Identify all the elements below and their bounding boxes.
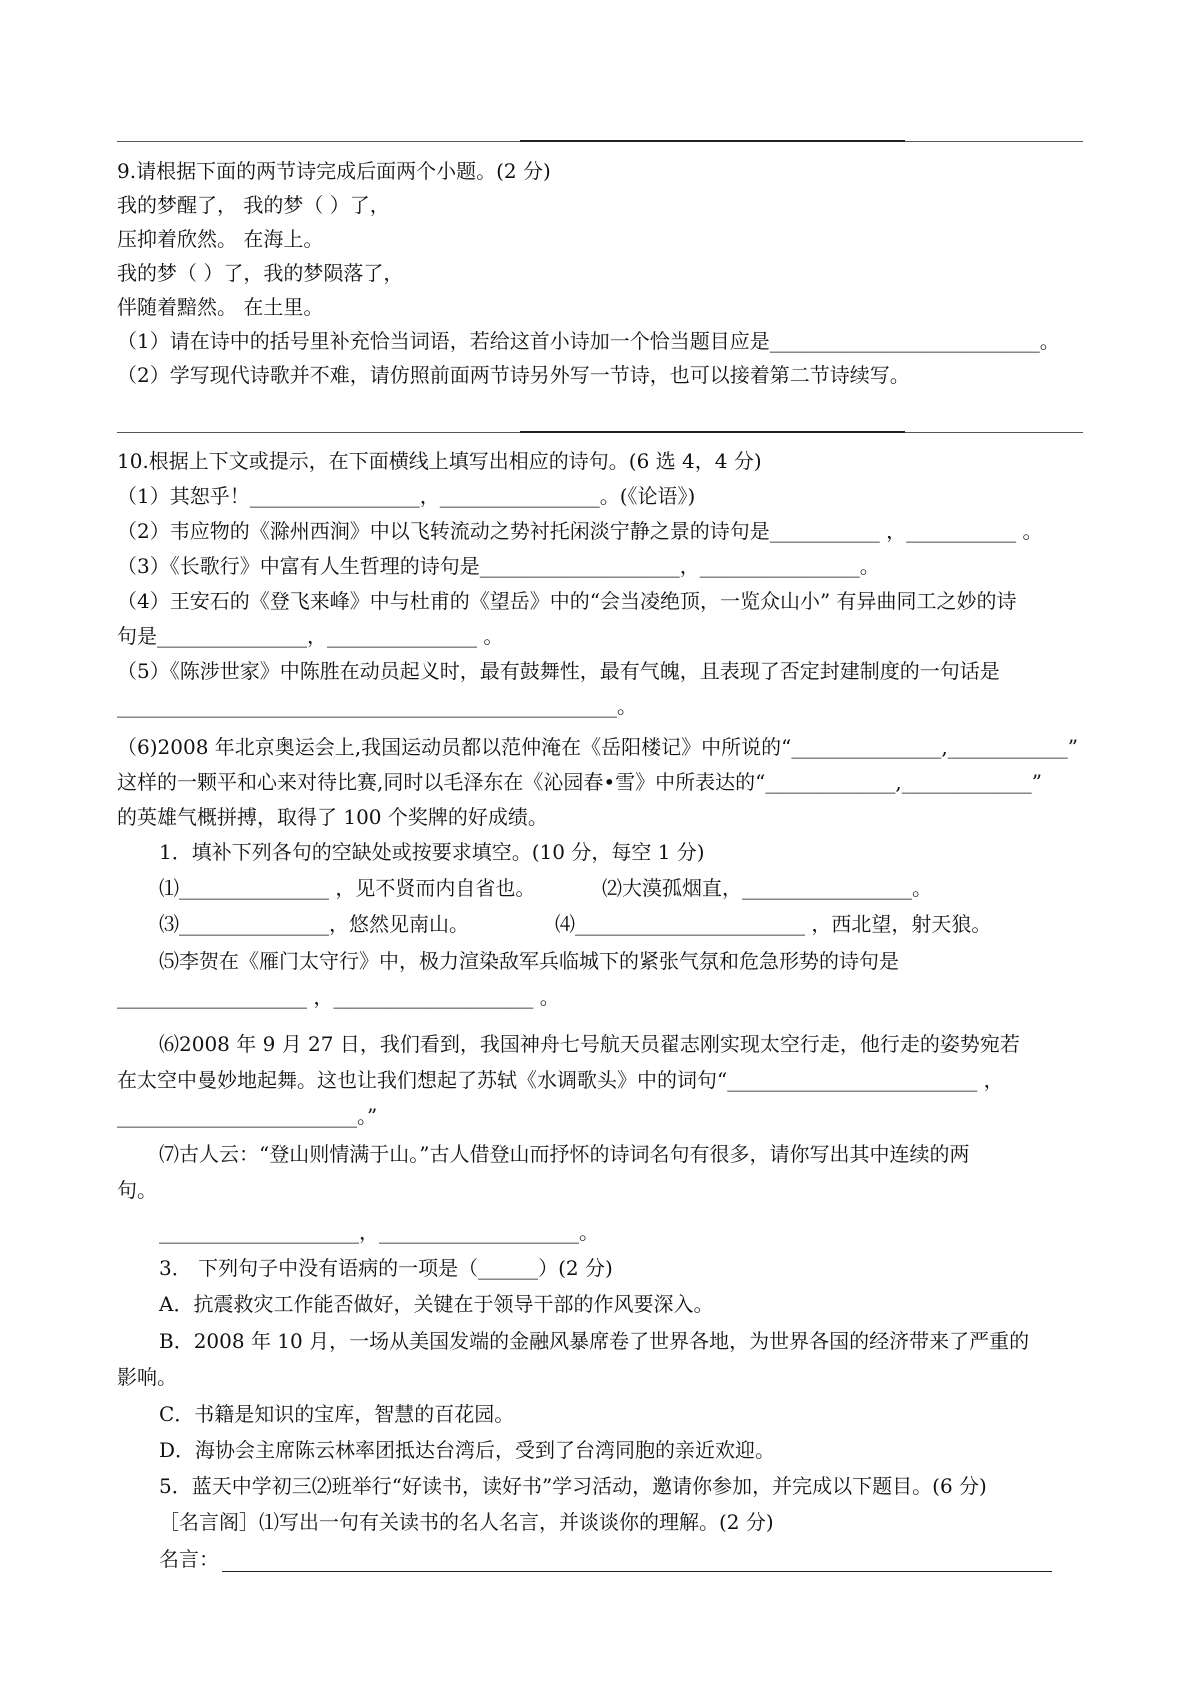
q1-item-7b: 句。 — [117, 1178, 157, 1202]
q9-poem-line-3: 我的梦（ ）了，我的梦陨落了， — [117, 261, 404, 285]
q1-item-7a: ⑺古人云：“登山则情满于山。”古人借登山而抒怀的诗词名句有很多，请你写出其中连续的两 — [159, 1142, 970, 1166]
q9-poem-line-2: 压抑着欣然。 在海上。 — [117, 227, 324, 251]
q10-item-4a: （4）王安石的《登飞来峰》中与杜甫的《望岳》中的“会当凌绝顶，一览众山小” 有异曲同工之妙的诗 — [117, 589, 1017, 613]
q1-item-3: ⑶_______________，悠然见南山。 — [159, 912, 469, 936]
q9-sub-1: （1）请在诗中的括号里补充恰当词语，若给这首小诗加一个恰当题目应是___________________________。 — [117, 329, 1060, 353]
q1-item-6a: ⑹2008 年 9 月 27 日，我们看到，我国神舟七号航天员翟志刚实现太空行走，他行走的姿势宛若 — [159, 1032, 1020, 1056]
q10-item-4b: 句是_______________，_______________ 。 — [117, 624, 504, 648]
q3-option-b-1: B．2008 年 10 月，一场从美国发端的金融风暴席卷了世界各地，为世界各国的经济带来了严重的 — [159, 1329, 1030, 1353]
q3-title: 3． 下列句子中没有语病的一项是（______）(2 分) — [159, 1256, 613, 1280]
q10-item-1: （1）其恕乎！_________________，________________。(《论语》) — [117, 484, 696, 508]
q10-item-6a: （6)2008 年北京奥运会上,我国运动员都以范仲淹在《岳阳楼记》中所说的“_______________,____________” — [117, 735, 1078, 759]
q3-option-b-2: 影响。 — [117, 1365, 177, 1389]
middle-divider-accent — [520, 431, 905, 433]
q9-poem-line-1: 我的梦醒了， 我的梦（ ）了， — [117, 193, 390, 217]
q10-item-5b: __________________________________________________。 — [117, 694, 637, 718]
q5-quote-label: 名言： — [159, 1547, 219, 1571]
q1-item-5a: ⑸李贺在《雁门太守行》中，极力渲染敌军兵临城下的紧张气氛和危急形势的诗句是 — [159, 949, 899, 973]
q1-title: 1．填补下列各句的空缺处或按要求填空。(10 分，每空 1 分) — [159, 840, 705, 864]
q9-poem-line-4: 伴随着黯然。 在土里。 — [117, 295, 324, 319]
q10-item-5a: （5）《陈涉世家》中陈胜在动员起义时，最有鼓舞性，最有气魄，且表现了否定封建制度的一句话是 — [117, 659, 1000, 683]
q3-option-d: D．海协会主席陈云林率团抵达台湾后，受到了台湾同胞的亲近欢迎。 — [159, 1438, 776, 1462]
q1-item-5b: ___________________ ，____________________ 。 — [117, 985, 560, 1009]
top-divider-accent — [520, 140, 905, 142]
q10-item-3: （3）《长歌行》中富有人生哲理的诗句是____________________，________________。 — [117, 554, 880, 578]
q10-item-6c: 的英雄气概拼搏，取得了 100 个奖牌的好成绩。 — [117, 805, 548, 829]
q1-item-7c: ____________________，____________________。 — [159, 1220, 599, 1244]
q3-option-c: C．书籍是知识的宝库，智慧的百花园。 — [159, 1402, 515, 1426]
q1-item-2: ⑵大漠孤烟直，_________________。 — [602, 876, 932, 900]
q10-item-2: （2）韦应物的《滁州西涧》中以飞转流动之势衬托闲淡宁静之景的诗句是___________ ，___________ 。 — [117, 519, 1043, 543]
q5-sub-1: ［名言阁］⑴写出一句有关读书的名人名言，并谈谈你的理解。(2 分) — [159, 1510, 774, 1534]
q9-sub-2: （2）学写现代诗歌并不难，请仿照前面两节诗另外写一节诗，也可以接着第二节诗续写。 — [117, 363, 910, 387]
q1-item-6b: 在太空中曼妙地起舞。这也让我们想起了苏轼《水调歌头》中的词句“_________________________ ， — [117, 1068, 1004, 1092]
q10-item-6b: 这样的一颗平和心来对待比赛,同时以毛泽东在《沁园春•雪》中所表达的“_____________,_____________” — [117, 770, 1042, 794]
q9-title: 9.请根据下面的两节诗完成后面两个小题。(2 分) — [117, 159, 551, 183]
q5-title: 5．蓝天中学初三⑵班举行“好读书，读好书”学习活动，邀请你参加，并完成以下题目。(6 分) — [159, 1474, 987, 1498]
q10-title: 10.根据上下文或提示，在下面横线上填写出相应的诗句。(6 选 4，4 分) — [117, 449, 762, 473]
q1-item-1: ⑴_______________ ，见不贤而内自省也。 — [159, 876, 536, 900]
q1-item-6c: ________________________。” — [117, 1104, 378, 1128]
q5-quote-answer-line[interactable] — [222, 1571, 1052, 1572]
q3-option-a: A．抗震救灾工作能否做好，关键在于领导干部的作风要深入。 — [159, 1292, 714, 1316]
q1-item-4: ⑷_______________________ ，西北望，射天狼。 — [555, 912, 992, 936]
